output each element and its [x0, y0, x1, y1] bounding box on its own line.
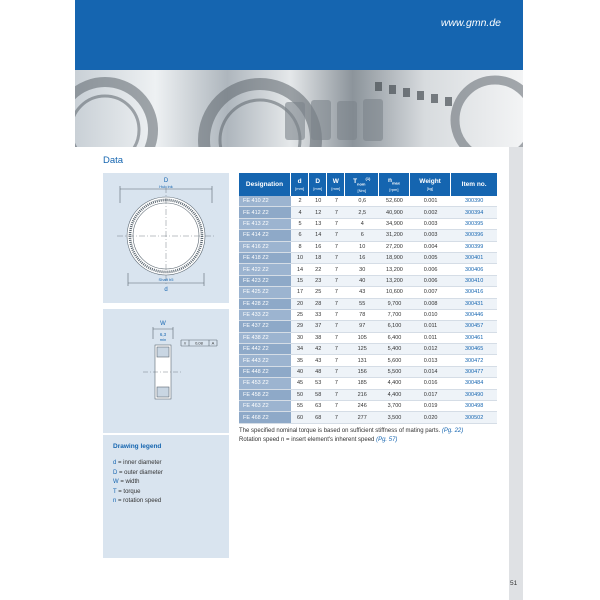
cell-max-speed: 6,100: [379, 321, 410, 332]
cell-max-speed: 10,600: [379, 287, 410, 298]
side-w-label: W: [160, 321, 166, 327]
note-speed: Rotation speed n = insert element's inherent speed (Pg. 57): [239, 437, 398, 443]
table-row: [239, 367, 497, 378]
cell-width: 7: [327, 253, 345, 264]
cell-torque: 43: [345, 287, 379, 298]
cell-torque: 246: [345, 401, 379, 412]
cell-outer-diameter: 14: [309, 230, 327, 241]
cell-weight: 0.019: [410, 401, 451, 412]
cell-inner-diameter: 34: [291, 344, 309, 355]
cell-inner-diameter: 20: [291, 299, 309, 310]
cell-item-no[interactable]: 300465: [451, 344, 497, 355]
cell-width: 7: [327, 333, 345, 344]
cell-max-speed: 4,400: [379, 378, 410, 389]
cell-width: 7: [327, 390, 345, 401]
cell-max-speed: 9,700: [379, 299, 410, 310]
side-w-min: min: [159, 337, 167, 342]
legend-symbol: T: [113, 488, 117, 495]
cell-weight: 0.012: [410, 344, 451, 355]
cell-outer-diameter: 43: [309, 355, 327, 366]
front-d-outer-tolerance: Hub ink: [159, 184, 173, 189]
cell-inner-diameter: 45: [291, 378, 309, 389]
cell-max-speed: 40,900: [379, 207, 410, 218]
cell-outer-diameter: 18: [309, 253, 327, 264]
cell-weight: 0.016: [410, 378, 451, 389]
cell-inner-diameter: 35: [291, 355, 309, 366]
cell-weight: 0.013: [410, 355, 451, 366]
cell-torque: 0,6: [345, 196, 379, 207]
cell-torque: 105: [345, 333, 379, 344]
legend-item: [113, 497, 163, 507]
cell-item-no[interactable]: 300498: [451, 401, 497, 412]
table-row: [239, 321, 497, 332]
parallelism-symbol: //: [183, 340, 187, 346]
table-row: [239, 264, 497, 275]
side-strip: [509, 147, 523, 600]
table-row: [239, 401, 497, 412]
cell-max-speed: 3,700: [379, 401, 410, 412]
cell-torque: 6: [345, 230, 379, 241]
cell-torque: 10: [345, 242, 379, 253]
cell-width: 7: [327, 276, 345, 287]
cell-width: 7: [327, 401, 345, 412]
cell-outer-diameter: 33: [309, 310, 327, 321]
cell-width: 7: [327, 367, 345, 378]
website-url[interactable]: www.gmn.de: [440, 17, 501, 29]
cell-width: 7: [327, 242, 345, 253]
drawing-legend-panel: [103, 435, 229, 558]
cell-inner-diameter: 10: [291, 253, 309, 264]
cell-designation: FE 412 Z2: [239, 207, 291, 218]
cell-weight: 0.017: [410, 390, 451, 401]
cell-width: 7: [327, 219, 345, 230]
cell-inner-diameter: 30: [291, 333, 309, 344]
cell-item-no[interactable]: 300410: [451, 276, 497, 287]
bearing-side-view-drawing: [103, 309, 229, 433]
table-row: [239, 276, 497, 287]
cell-designation: FE 453 Z2: [239, 378, 291, 389]
table-row: [239, 390, 497, 401]
cell-weight: 0.003: [410, 230, 451, 241]
cell-max-speed: 6,400: [379, 333, 410, 344]
cell-designation: FE 425 Z2: [239, 287, 291, 298]
cell-designation: FE 437 Z2: [239, 321, 291, 332]
legend-text: = rotation speed: [118, 498, 162, 504]
cell-inner-diameter: 4: [291, 207, 309, 218]
cell-item-no[interactable]: 300399: [451, 242, 497, 253]
col-inner-diameter: d [mm]: [291, 173, 309, 196]
table-row: [239, 333, 497, 344]
cell-torque: 216: [345, 390, 379, 401]
legend-text: = torque: [118, 488, 141, 495]
cell-inner-diameter: 15: [291, 276, 309, 287]
cell-inner-diameter: 2: [291, 196, 309, 207]
cell-designation: FE 418 Z2: [239, 253, 291, 264]
legend-symbol: d: [113, 460, 117, 466]
cell-designation: FE 423 Z2: [239, 276, 291, 287]
cell-outer-diameter: 48: [309, 367, 327, 378]
cell-width: 7: [327, 196, 345, 207]
cell-designation: FE 433 Z2: [239, 310, 291, 321]
cell-designation: FE 428 Z2: [239, 299, 291, 310]
cell-max-speed: 13,200: [379, 264, 410, 275]
cell-inner-diameter: 50: [291, 390, 309, 401]
cell-torque: 16: [345, 253, 379, 264]
cell-outer-diameter: 68: [309, 412, 327, 423]
cell-width: 7: [327, 378, 345, 389]
front-d-outer-label: D: [163, 178, 169, 184]
cell-outer-diameter: 22: [309, 264, 327, 275]
table-header-row: [239, 173, 497, 196]
cell-width: 7: [327, 412, 345, 423]
cell-item-no[interactable]: 300484: [451, 378, 497, 389]
cell-item-no[interactable]: 300472: [451, 355, 497, 366]
cell-outer-diameter: 13: [309, 219, 327, 230]
table-row: [239, 253, 497, 264]
cell-item-no[interactable]: 300490: [451, 390, 497, 401]
cell-torque: 40: [345, 276, 379, 287]
cell-torque: 156: [345, 367, 379, 378]
cell-outer-diameter: 12: [309, 207, 327, 218]
cell-inner-diameter: 60: [291, 412, 309, 423]
section-title: Data: [103, 155, 124, 166]
cell-weight: 0.011: [410, 321, 451, 332]
cell-designation: FE 422 Z2: [239, 264, 291, 275]
cell-max-speed: 5,500: [379, 367, 410, 378]
note-torque: The specified nominal torque is based on sufficient stiffness of mating parts. (Pg. 22): [239, 428, 464, 434]
table-row: [239, 355, 497, 366]
cell-designation: FE 463 Z2: [239, 401, 291, 412]
cell-inner-diameter: 29: [291, 321, 309, 332]
cell-outer-diameter: 23: [309, 276, 327, 287]
cell-width: 7: [327, 310, 345, 321]
cell-torque: 78: [345, 310, 379, 321]
table-row: [239, 196, 497, 207]
table-row: [239, 344, 497, 355]
table-row: [239, 299, 497, 310]
note-speed-page-ref[interactable]: (Pg. 57): [376, 437, 398, 443]
cell-width: 7: [327, 287, 345, 298]
cell-max-speed: 3,500: [379, 412, 410, 423]
col-item-no: Item no.: [451, 173, 497, 196]
cell-item-no[interactable]: 300416: [451, 287, 497, 298]
cell-item-no[interactable]: 300477: [451, 367, 497, 378]
note-torque-page-ref[interactable]: (Pg. 22): [441, 428, 464, 434]
cell-max-speed: 4,400: [379, 390, 410, 401]
bearings-photo: [75, 70, 523, 147]
cell-outer-diameter: 58: [309, 390, 327, 401]
cell-max-speed: 31,200: [379, 230, 410, 241]
parallelism-tolerance: 0,08: [195, 340, 203, 346]
legend-text: = outer diameter: [119, 469, 163, 476]
cell-torque: 2,5: [345, 207, 379, 218]
cell-outer-diameter: 28: [309, 299, 327, 310]
cell-max-speed: 34,900: [379, 219, 410, 230]
cell-max-speed: 18,900: [379, 253, 410, 264]
cell-width: 7: [327, 230, 345, 241]
cell-weight: 0.003: [410, 219, 451, 230]
bearing-front-view-drawing: [103, 173, 229, 303]
cell-designation: FE 448 Z2: [239, 367, 291, 378]
cell-outer-diameter: 16: [309, 242, 327, 253]
cell-inner-diameter: 55: [291, 401, 309, 412]
cell-item-no[interactable]: 300431: [451, 299, 497, 310]
table-row: [239, 310, 497, 321]
cell-inner-diameter: 6: [291, 230, 309, 241]
cell-outer-diameter: 53: [309, 378, 327, 389]
cell-weight: 0.010: [410, 310, 451, 321]
legend-text: = width: [120, 479, 140, 485]
col-weight: Weight [kg]: [410, 173, 451, 196]
cell-torque: 30: [345, 264, 379, 275]
cell-torque: 55: [345, 299, 379, 310]
cell-designation: FE 468 Z2: [239, 412, 291, 423]
legend-item: [113, 459, 163, 469]
cell-weight: 0.002: [410, 207, 451, 218]
cell-inner-diameter: 8: [291, 242, 309, 253]
header-banner: [75, 0, 523, 70]
cell-item-no[interactable]: 300461: [451, 333, 497, 344]
cell-inner-diameter: 25: [291, 310, 309, 321]
legend-symbol: D: [113, 469, 118, 476]
product-data-table: [239, 173, 497, 424]
table-notes: [239, 427, 463, 445]
cell-width: 7: [327, 344, 345, 355]
cell-item-no[interactable]: 300457: [451, 321, 497, 332]
cell-designation: FE 416 Z2: [239, 242, 291, 253]
page-number: 51: [510, 580, 518, 587]
parallelism-datum: A: [211, 340, 215, 346]
cell-width: 7: [327, 355, 345, 366]
col-outer-diameter: D [mm]: [309, 173, 327, 196]
cell-weight: 0.005: [410, 253, 451, 264]
side-w-value: 6,3: [159, 332, 167, 337]
cell-designation: FE 413 Z2: [239, 219, 291, 230]
col-designation: Designation: [239, 173, 291, 196]
legend-item: [113, 488, 163, 498]
cell-weight: 0.001: [410, 196, 451, 207]
cell-width: 7: [327, 207, 345, 218]
cell-weight: 0.007: [410, 287, 451, 298]
cell-designation: FE 442 Z2: [239, 344, 291, 355]
side-view-drawing-panel: [103, 309, 229, 433]
table-row: [239, 230, 497, 241]
cell-designation: FE 438 Z2: [239, 333, 291, 344]
cell-width: 7: [327, 264, 345, 275]
table-row: [239, 242, 497, 253]
legend-text: = inner diameter: [118, 460, 162, 466]
cell-max-speed: 52,600: [379, 196, 410, 207]
front-d-inner-tolerance: Shaft h5: [158, 277, 174, 282]
cell-outer-diameter: 38: [309, 333, 327, 344]
table-row: [239, 219, 497, 230]
legend-title: Drawing legend: [113, 443, 162, 450]
cell-designation: FE 443 Z2: [239, 355, 291, 366]
cell-inner-diameter: 17: [291, 287, 309, 298]
cell-inner-diameter: 40: [291, 367, 309, 378]
cell-outer-diameter: 63: [309, 401, 327, 412]
cell-inner-diameter: 5: [291, 219, 309, 230]
table-row: [239, 287, 497, 298]
col-width: W [mm]: [327, 173, 345, 196]
cell-weight: 0.006: [410, 264, 451, 275]
cell-item-no[interactable]: 300396: [451, 230, 497, 241]
legend-symbol: n: [113, 498, 117, 504]
cell-width: 7: [327, 321, 345, 332]
col-max-speed: $n_{max}$ [rpm]: [379, 173, 410, 196]
cell-max-speed: 27,200: [379, 242, 410, 253]
table-row: [239, 412, 497, 423]
cell-item-no[interactable]: 300502: [451, 412, 497, 423]
cell-torque: 277: [345, 412, 379, 423]
cell-item-no[interactable]: 300390: [451, 196, 497, 207]
cell-item-no[interactable]: 300406: [451, 264, 497, 275]
cell-weight: 0.011: [410, 333, 451, 344]
cell-max-speed: 7,700: [379, 310, 410, 321]
cell-item-no[interactable]: 300395: [451, 219, 497, 230]
front-view-drawing-panel: [103, 173, 229, 303]
cell-outer-diameter: 42: [309, 344, 327, 355]
cell-item-no[interactable]: 300446: [451, 310, 497, 321]
cell-width: 7: [327, 299, 345, 310]
cell-max-speed: 5,600: [379, 355, 410, 366]
cell-item-no[interactable]: 300394: [451, 207, 497, 218]
cell-item-no[interactable]: 300401: [451, 253, 497, 264]
cell-torque: 131: [345, 355, 379, 366]
cell-weight: 0.004: [410, 242, 451, 253]
legend-item: [113, 469, 163, 479]
cell-torque: 97: [345, 321, 379, 332]
cell-torque: 4: [345, 219, 379, 230]
cell-max-speed: 5,400: [379, 344, 410, 355]
cell-torque: 185: [345, 378, 379, 389]
legend-item: [113, 478, 163, 488]
table-row: [239, 207, 497, 218]
cell-outer-diameter: 37: [309, 321, 327, 332]
cell-outer-diameter: 25: [309, 287, 327, 298]
cell-outer-diameter: 10: [309, 196, 327, 207]
cell-max-speed: 13,200: [379, 276, 410, 287]
table-body: [239, 196, 497, 424]
legend-symbol: W: [113, 479, 119, 485]
col-torque: $T_{nom}^{(1)}$ [Nm]: [345, 173, 379, 196]
cell-torque: 125: [345, 344, 379, 355]
cell-weight: 0.006: [410, 276, 451, 287]
cell-inner-diameter: 14: [291, 264, 309, 275]
product-photo-banner: [75, 70, 523, 147]
front-d-inner-label: d: [164, 287, 168, 293]
cell-weight: 0.014: [410, 367, 451, 378]
cell-designation: FE 458 Z2: [239, 390, 291, 401]
cell-designation: FE 414 Z2: [239, 230, 291, 241]
legend-list: [113, 459, 163, 507]
cell-designation: FE 410 Z2: [239, 196, 291, 207]
cell-weight: 0.020: [410, 412, 451, 423]
cell-weight: 0.008: [410, 299, 451, 310]
table-row: [239, 378, 497, 389]
